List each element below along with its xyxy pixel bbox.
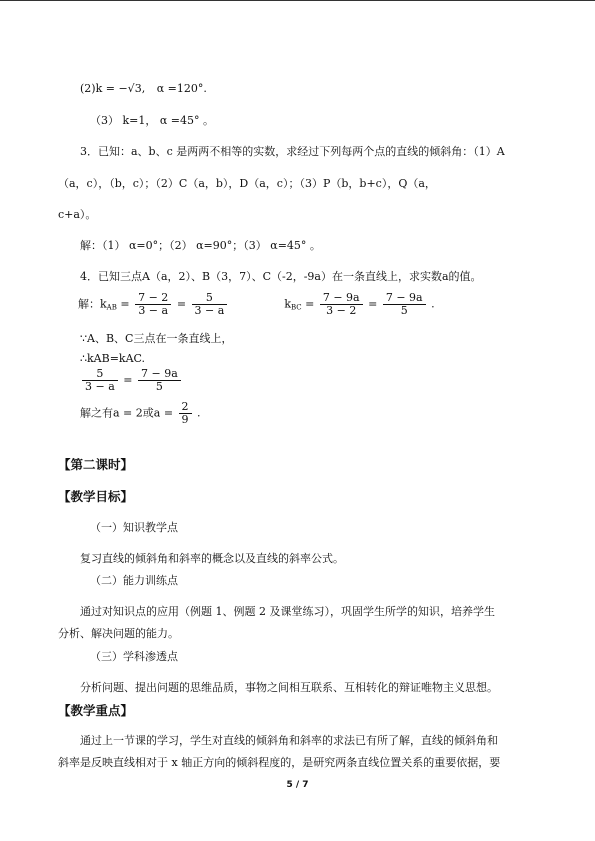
- solution-result: [80, 401, 201, 426]
- slope-bc-sub: BC: [290, 303, 302, 312]
- question-3-line3: c+a）。: [58, 208, 97, 221]
- section-title-second-lesson: 【第二课时】: [58, 457, 134, 472]
- period: .: [431, 297, 435, 311]
- fraction-den: 3 − a: [138, 304, 169, 317]
- fraction-num: 2: [179, 401, 192, 414]
- fraction-num: 7 − 9a: [320, 292, 363, 305]
- subheading-knowledge: （一）知识教学点: [90, 521, 178, 534]
- fraction-num: 5: [192, 292, 228, 305]
- equals-sign: =: [120, 297, 130, 311]
- fraction-num: 7 − 9a: [138, 368, 181, 381]
- fraction-ab-2: [192, 292, 228, 317]
- period: .: [197, 406, 201, 420]
- paragraph-knowledge: 复习直线的倾斜角和斜率的概念以及直线的斜率公式。: [80, 552, 344, 565]
- solution-4-slopes: [78, 292, 435, 317]
- fraction-ab-1: [135, 292, 171, 317]
- question-3-line1: 3．已知：a、b、c 是两两不相等的实数，求经过下列每两个点的直线的倾斜角：（1）A: [80, 145, 505, 158]
- subheading-discipline: （三）学科渗透点: [90, 650, 178, 663]
- slope-bc-label: k: [284, 297, 291, 311]
- collinear-statement: ∵A、B、C三点在一条直线上，: [80, 332, 233, 345]
- slope-ab-label: 解：k: [78, 297, 107, 311]
- result-text: 解之有a = 2或a =: [80, 406, 174, 420]
- equals-sign: =: [123, 373, 133, 387]
- top-rule: [0, 0, 595, 1]
- paragraph-discipline: 分析问题、提出问题的思维品质，事物之间相互联系、互相转化的辩证唯物主义思想。: [80, 681, 498, 694]
- question-3-line2: （a，c），（b，c）；（2）C（a，b），D（a，c）；（3）P（b，b+c），Q（a，: [58, 177, 436, 190]
- fraction-num: 5: [82, 368, 118, 381]
- question-4: 4．已知三点A（a，2）、B（3，7）、C（-2，-9a）在一条直线上，求实数a的值。: [80, 270, 482, 283]
- fraction-den: 9: [181, 413, 189, 426]
- answer-2-k: k = −√3,: [95, 82, 146, 95]
- paragraph-ability-1: 通过对知识点的应用（例题 1、例题 2 及课堂练习），巩固学生所学的知识，培养学生: [80, 605, 495, 618]
- paragraph-key-1: 通过上一节课的学习，学生对直线的倾斜角和斜率的求法已有所了解，直线的倾斜角和: [80, 734, 498, 747]
- fraction-den: 5: [155, 380, 163, 393]
- section-title-goals: 【教学目标】: [58, 489, 134, 504]
- answer-3: （3） k=1， α =45° 。: [90, 114, 215, 127]
- fraction-bc-2: [383, 292, 426, 317]
- answer-2-label: (2): [80, 82, 96, 95]
- paragraph-ability-2: 分析、解决问题的能力。: [58, 627, 179, 640]
- answer-2-alpha: α =120°.: [156, 82, 207, 95]
- subheading-ability: （二）能力训练点: [90, 574, 178, 587]
- fraction-den: 3 − a: [85, 380, 115, 393]
- answer-2: [80, 82, 207, 96]
- equals-sign: =: [368, 297, 378, 311]
- solution-3: 解：（1） α=0°；（2） α=90°；（3） α=45° 。: [80, 239, 321, 252]
- paragraph-key-2: 斜率是反映直线相对于 x 轴正方向的倾斜程度的，是研究两条直线位置关系的重要依据，要: [58, 756, 501, 769]
- equation: [80, 368, 183, 393]
- slope-ab-sub: AB: [106, 303, 117, 312]
- slope-equality: ∴kAB=kAC.: [80, 352, 146, 365]
- equals-sign: =: [305, 297, 315, 311]
- result-fraction: [179, 401, 192, 426]
- page-number: 5 / 7: [286, 780, 309, 790]
- fraction-den: 5: [400, 304, 408, 317]
- equals-sign: =: [176, 297, 187, 311]
- section-title-key-points: 【教学重点】: [58, 703, 134, 718]
- fraction-bc-1: [320, 292, 363, 317]
- equation-right: [138, 368, 181, 393]
- fraction-num: 7 − 2: [135, 292, 171, 305]
- fraction-num: 7 − 9a: [383, 292, 426, 305]
- fraction-den: 3 − 2: [326, 304, 357, 317]
- fraction-den: 3 − a: [194, 304, 225, 317]
- equation-left: [82, 368, 118, 393]
